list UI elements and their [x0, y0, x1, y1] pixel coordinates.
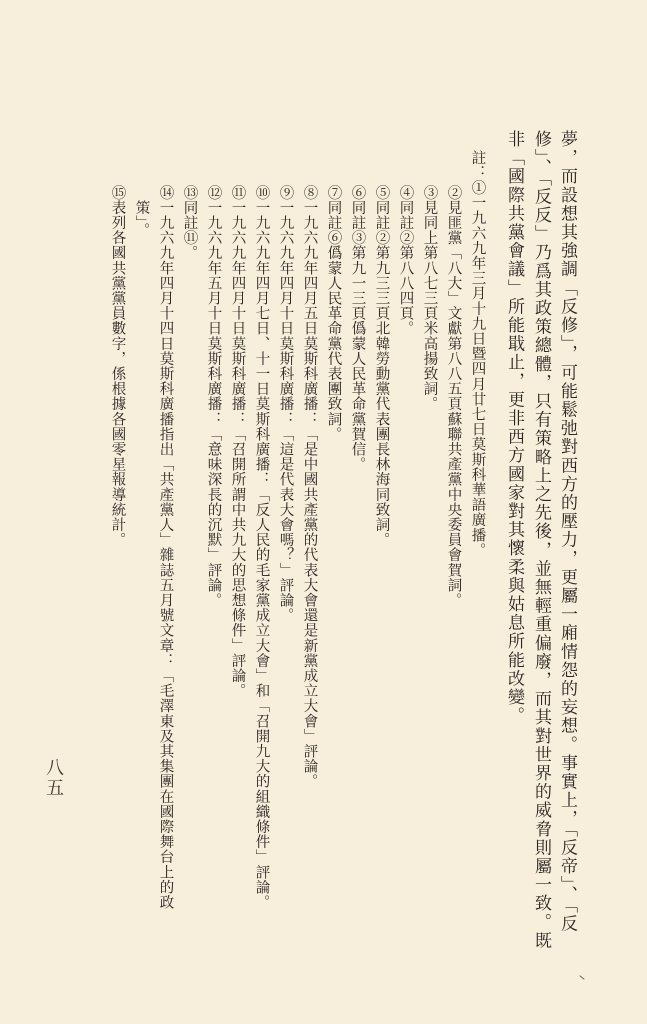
footnote-7: ⑦同註⑥僞蒙人民革命黨代表團致詞。: [325, 185, 342, 442]
footnote-3: ③見同上第八七三頁米高揚致詞。: [421, 185, 438, 412]
footnote-4: ④同註②第八八四頁。: [397, 185, 414, 336]
footnote-11: ⑪一九六九年四月十日莫斯科廣播：「召開所謂中共九大的思想條件」評論。: [229, 185, 246, 699]
footnote-8: ⑧一九六九年四月五日莫斯科廣播：「是中國共產黨的代表大會還是新黨成立大會」評論。: [301, 185, 318, 789]
footnote-9: ⑨一九六九年四月十日莫斯科廣播：「這是代表大會嗎？」評論。: [277, 185, 294, 623]
footnote-10: ⑩一九六九年四月七日、十一日莫斯科廣播：「反人民的毛家黨成立大會」和「召開九大的組織條件」評論。: [253, 185, 270, 910]
footnote-14-continuation: 策」。: [133, 200, 150, 239]
footnote-5: ⑤同註②第九三三頁北韓勞動黨代表團長林海同致詞。: [373, 185, 390, 548]
footnote-6: ⑥同註③第九一三頁僞蒙人民革命黨賀信。: [349, 185, 366, 472]
footnote-2: ②見匪黨「八大」文獻第八八五頁蘇聯共產黨中央委員會賀詞。: [445, 185, 462, 608]
body-line-3: 非「國際共黨會議」所能戢止，更非西方國家對其懷柔與姑息所能改變。: [504, 130, 524, 726]
footnote-13: ⑬同註⑪。: [181, 185, 198, 261]
footnote-15: ⑮表列各國共黨黨員數字，係根據各國零星報導統計。: [109, 185, 126, 548]
margin-mark: [579, 975, 584, 980]
footnote-14: ⑭一九六九年四月十四日莫斯科廣播指出「共產黨人」雜誌五月號文章：「毛澤東及其集團在國際舞台上的政: [157, 185, 174, 910]
footnote-12: ⑫一九六九年五月十日莫斯科廣播：「意味深長的沉默」評論。: [205, 185, 222, 608]
body-line-2: 修」、「反反」乃爲其政策總體，只有策略上之先後，並無輕重偏廢，而其對世界的威脅則屬一致。既: [531, 130, 551, 950]
body-line-1: 夢，而設想其強調「反修」，可能鬆弛對西方的壓力，更屬一廂情怨的妄想。事實上，「反帝」、「反: [557, 130, 577, 933]
footnote-1: 註：①一九六九年三月十九日暨四月廿七日莫斯科華語廣播。: [469, 150, 486, 558]
page-number: 八五: [43, 758, 64, 798]
